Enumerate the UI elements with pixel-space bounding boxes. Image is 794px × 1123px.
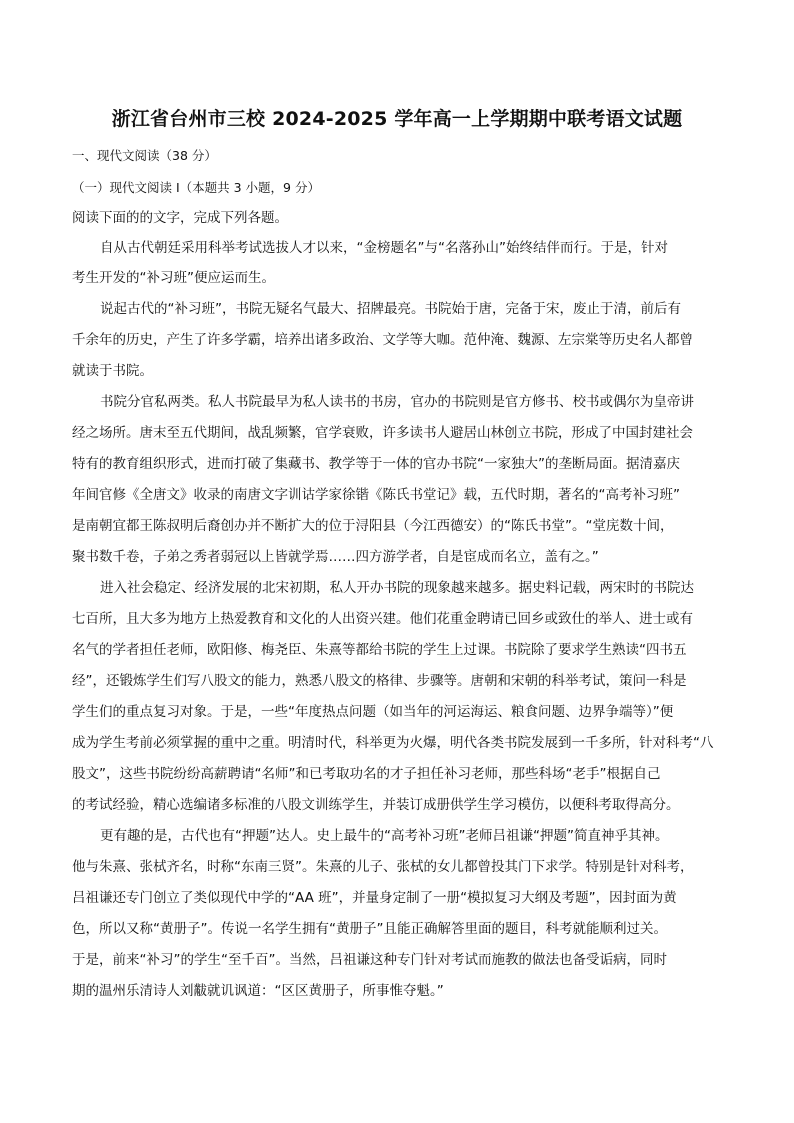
paragraph-line: 于是，前来“补习”的学生“至千百”。当然，吕祖谦这种专门针对考试而施教的做法也备受诟病，同时 [72, 952, 667, 968]
paragraph-line: 期的温州乐清诗人刘黻就讥讽道：“区区黄册子，所事惟夺魁。” [72, 983, 444, 999]
paragraph-line: 说起古代的“补习班”，书院无疑名气最大、招牌最亮。书院始于唐，完备于宋，废止于清，前后有 [100, 301, 681, 317]
paragraph-line: 学生们的重点复习对象。于是，一些“年度热点问题（如当年的河运海运、粮食问题、边界争端等）”便 [72, 704, 674, 720]
paragraph-line: 名气的学者担任老师，欧阳修、梅尧臣、朱熹等都给书院的学生上过课。书院除了要求学生熟读“四书五 [72, 642, 687, 658]
paragraph-line: 色，所以又称“黄册子”。传说一名学生拥有“黄册子”且能正确解答里面的题目，科考就能顺利过关。 [72, 921, 667, 937]
paragraph-line: 考生开发的“补习班”便应运而生。 [72, 270, 275, 286]
paragraph-line: 经”，还锻炼学生们写八股文的能力，熟悉八股文的格律、步骤等。唐朝和宋朝的科举考试，策问一科是 [72, 673, 687, 689]
subsection-heading: （一）现代文阅读 I（本题共 3 小题，9 分） [72, 180, 320, 195]
reading-instruction: 阅读下面的的文字，完成下列各题。 [72, 210, 288, 226]
paragraph-line: 他与朱熹、张栻齐名，时称“东南三贤”。朱熹的儿子、张栻的女儿都曾投其门下求学。特别是针对科考， [72, 859, 694, 875]
paragraph-line: 是南朝宜都王陈叔明后裔创办并不断扩大的位于浔阳县（今江西德安）的“陈氏书堂”。“堂庑数十间， [72, 518, 674, 534]
paragraph-line: 聚书数千卷，子弟之秀者弱冠以上皆就学焉……四方游学者，自是宦成而名立，盖有之。” [72, 549, 599, 565]
paragraph-line: 更有趣的是，古代也有“押题”达人。史上最牛的“高考补习班”老师吕祖谦“押题”简直神乎其神。 [100, 828, 669, 844]
paragraph-line: 七百所，且大多为地方上热爱教育和文化的人出资兴建。他们花重金聘请已回乡或致仕的举人、进士或有 [72, 611, 693, 627]
paragraph-line: 千余年的历史，产生了许多学霸，培养出诸多政治、文学等大咖。范仲淹、魏源、左宗棠等历史名人都曾 [72, 332, 693, 348]
paragraph-line: 就读于书院。 [72, 363, 153, 379]
paragraph-line: 自从古代朝廷采用科举考试选拔人才以来，“金榜题名”与“名落孙山”始终结伴而行。于是，针对 [100, 240, 668, 256]
paragraph-line: 进入社会稳定、经济发展的北宋初期，私人开办书院的现象越来越多。据史料记载，两宋时的书院达 [100, 580, 694, 596]
paragraph-line: 的考试经验，精心选编诸多标准的八股文训练学生，并装订成册供学生学习模仿，以便科考取得高分。 [72, 797, 680, 813]
paragraph-line: 经之场所。唐末至五代期间，战乱频繁，官学衰败，许多读书人避居山林创立书院，形成了中国封建社会 [72, 425, 693, 441]
paragraph-line: 书院分官私两类。私人书院最早为私人读书的书房，官办的书院则是官方修书、校书或偶尔为皇帝讲 [100, 394, 694, 410]
paragraph-line: 股文”，这些书院纷纷高薪聘请“名师”和已考取功名的才子担任补习老师，那些科场“老手”根据自己 [72, 766, 661, 782]
paragraph-line: 成为学生考前必须掌握的重中之重。明清时代，科举更为火爆，明代各类书院发展到一千多所，针对科考“八 [72, 735, 714, 751]
section-heading: 一、现代文阅读（38 分） [72, 148, 217, 163]
paragraph-line: 年间官修《全唐文》收录的南唐文字训诂学家徐锴《陈氏书堂记》载，五代时期，著名的“高考补习班” [72, 487, 680, 503]
document-title: 浙江省台州市三校 2024-2025 学年高一上学期期中联考语文试题 [111, 108, 683, 130]
paragraph-line: 吕祖谦还专门创立了类似现代中学的“AA 班”，并量身定制了一册“模拟复习大纲及考题”，因封面为黄 [72, 890, 677, 906]
paragraph-line: 特有的教育组织形式，进而打破了集藏书、教学等于一体的官办书院“一家独大”的垄断局面。据清嘉庆 [72, 456, 680, 472]
